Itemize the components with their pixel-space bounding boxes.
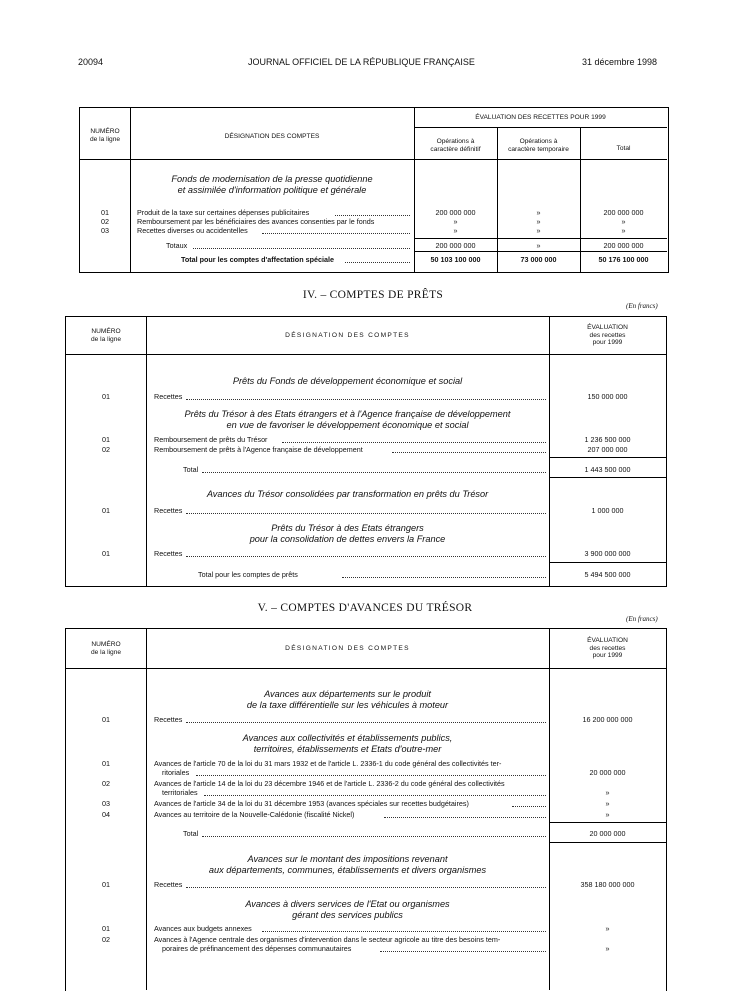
group-title: Prêts du Trésor à des Etats étrangers et à l'Agence française de développement en vue de favoriser le développement économique et social	[184, 409, 511, 430]
row-definitif: »	[453, 217, 458, 226]
row-num: 03	[102, 799, 110, 808]
page-date: 31 décembre 1998	[582, 57, 658, 67]
row-label: Remboursement de prêts à l'Agence française de développement	[154, 445, 363, 454]
row-value: 20 000 000	[589, 768, 626, 777]
row-label: Recettes	[154, 392, 183, 401]
row-label-cont: poraires de préfinancement des dépenses communautaires	[162, 944, 352, 953]
col-designation-header: DÉSIGNATION DES COMPTES	[285, 332, 410, 339]
col-total-header: Total	[616, 145, 631, 152]
col-designation-header: DÉSIGNATION DES COMPTES	[224, 133, 320, 140]
row-num: 01	[102, 924, 110, 933]
row-num: 01	[102, 392, 110, 401]
grand-total-label: Total pour les comptes d'affectation spéciale	[181, 255, 334, 264]
row-label: Avances de l'article 14 de la loi du 23 décembre 1946 et de l'article L. 2336-2 du code général des collectivités	[154, 779, 505, 788]
row-num: 01	[101, 208, 109, 217]
journal-title: JOURNAL OFFICIEL DE LA RÉPUBLIQUE FRANÇAISE	[248, 57, 475, 67]
col-evaluation-header: ÉVALUATION des recettes pour 1999	[587, 637, 628, 659]
row-num: 01	[102, 435, 110, 444]
row-value: »	[605, 788, 610, 797]
row-value: 1 000 000	[591, 506, 624, 515]
row-temporaire: »	[536, 226, 541, 235]
col-designation-header: DÉSIGNATION DES COMPTES	[285, 645, 410, 652]
row-label: Remboursement par les bénéficiaires des avances consenties par le fonds	[137, 217, 375, 226]
row-total: »	[621, 226, 626, 235]
col-numero-header: NUMÉRO de la ligne	[90, 328, 122, 343]
row-label: Avances aux budgets annexes	[154, 924, 252, 933]
row-value: »	[605, 810, 610, 819]
grand-total-temporaire: 73 000 000	[520, 255, 557, 264]
row-label: Recettes diverses ou accidentelles	[137, 226, 248, 235]
row-definitif: 200 000 000	[435, 208, 476, 217]
section-iv-title: IV. – COMPTES DE PRÊTS	[302, 289, 444, 301]
row-definitif: »	[453, 226, 458, 235]
group-title: Avances sur le montant des impositions revenant aux départements, communes, établissements et divers organismes	[208, 854, 487, 875]
row-num: 01	[102, 759, 110, 768]
totaux-definitif: 200 000 000	[435, 241, 476, 250]
row-value: 3 900 000 000	[584, 549, 631, 558]
grand-total-label: Total pour les comptes de prêts	[198, 570, 298, 579]
row-temporaire: »	[536, 217, 541, 226]
row-temporaire: »	[536, 208, 541, 217]
row-label: Recettes	[154, 506, 183, 515]
section-v-title: V. – COMPTES D'AVANCES DU TRÉSOR	[257, 602, 473, 614]
row-value: 16 200 000 000	[582, 715, 633, 724]
group-title: Fonds de modernisation de la presse quotidienne et assimilée d'information politique et générale	[171, 174, 373, 195]
row-label: Recettes	[154, 715, 183, 724]
col-temporaire-header: Opérations à caractère temporaire	[508, 138, 569, 153]
row-label: Avances au territoire de la Nouvelle-Calédonie (fiscalité Nickel)	[154, 810, 355, 819]
grand-total-total: 50 176 100 000	[598, 255, 649, 264]
row-num: 01	[102, 506, 110, 515]
page-number: 20094	[78, 57, 104, 67]
row-label: Recettes	[154, 549, 183, 558]
col-evaluation-header: ÉVALUATION DES RECETTES POUR 1999	[475, 114, 606, 121]
grand-total-definitif: 50 103 100 000	[430, 255, 481, 264]
row-value: »	[605, 799, 610, 808]
row-num: 02	[101, 217, 109, 226]
totaux-total: 200 000 000	[603, 241, 644, 250]
row-value: 150 000 000	[587, 392, 628, 401]
row-value: »	[605, 944, 610, 953]
total-label: Total	[183, 829, 199, 838]
total-value: 1 443 500 000	[584, 465, 631, 474]
row-label: Recettes	[154, 880, 183, 889]
row-total: »	[621, 217, 626, 226]
col-evaluation-header: ÉVALUATION des recettes pour 1999	[587, 324, 628, 346]
totaux-label: Totaux	[166, 241, 188, 250]
row-label-cont: territoriales	[162, 788, 198, 797]
row-label: Avances de l'article 34 de la loi du 31 décembre 1953 (avances spéciales sur recettes budgétaires)	[154, 799, 469, 808]
col-numero-header: NUMÉRO de la ligne	[89, 128, 121, 143]
row-label: Remboursement de prêts du Trésor	[154, 435, 268, 444]
row-num: 01	[102, 715, 110, 724]
section-iv-unit: (En francs)	[626, 302, 658, 310]
row-num: 01	[102, 880, 110, 889]
row-value: 358 180 000 000	[580, 880, 635, 889]
row-num: 02	[102, 779, 110, 788]
row-value: 1 236 500 000	[584, 435, 631, 444]
totaux-temporaire: »	[536, 241, 541, 250]
row-num: 03	[101, 226, 109, 235]
group-title: Prêts du Trésor à des Etats étrangers pour la consolidation de dettes envers la France	[249, 523, 446, 544]
total-label: Total	[183, 465, 199, 474]
col-definitif-header: Opérations à caractère définitif	[430, 138, 481, 153]
row-num: 02	[102, 935, 110, 944]
group-title: Prêts du Fonds de développement économique et social	[232, 376, 463, 386]
row-total: 200 000 000	[603, 208, 644, 217]
grand-total-value: 5 494 500 000	[584, 570, 631, 579]
row-label: Avances à l'Agence centrale des organismes d'intervention dans le secteur agricole au titre des besoins tem-	[154, 935, 501, 944]
row-num: 02	[102, 445, 110, 454]
group-title: Avances du Trésor consolidées par transformation en prêts du Trésor	[206, 489, 489, 499]
row-label: Produit de la taxe sur certaines dépenses publicitaires	[137, 208, 310, 217]
row-label: Avances de l'article 70 de la loi du 31 mars 1932 et de l'article L. 2336-1 du code général des collectivités ter-	[154, 759, 502, 768]
row-label-cont: ritoriales	[162, 768, 190, 777]
row-value: »	[605, 924, 610, 933]
row-num: 04	[102, 810, 110, 819]
group-title: Avances aux départements sur le produit de la taxe différentielle sur les véhicules à moteur	[246, 689, 449, 710]
total-value: 20 000 000	[589, 829, 626, 838]
row-value: 207 000 000	[587, 445, 628, 454]
group-title: Avances aux collectivités et établissements publics, territoires, établissements et Etats d'outre-mer	[242, 733, 453, 754]
section-v-unit: (En francs)	[626, 615, 658, 623]
col-numero-header: NUMÉRO de la ligne	[90, 641, 122, 656]
row-num: 01	[102, 549, 110, 558]
group-title: Avances à divers services de l'Etat ou organismes gérant des services publics	[245, 899, 450, 920]
